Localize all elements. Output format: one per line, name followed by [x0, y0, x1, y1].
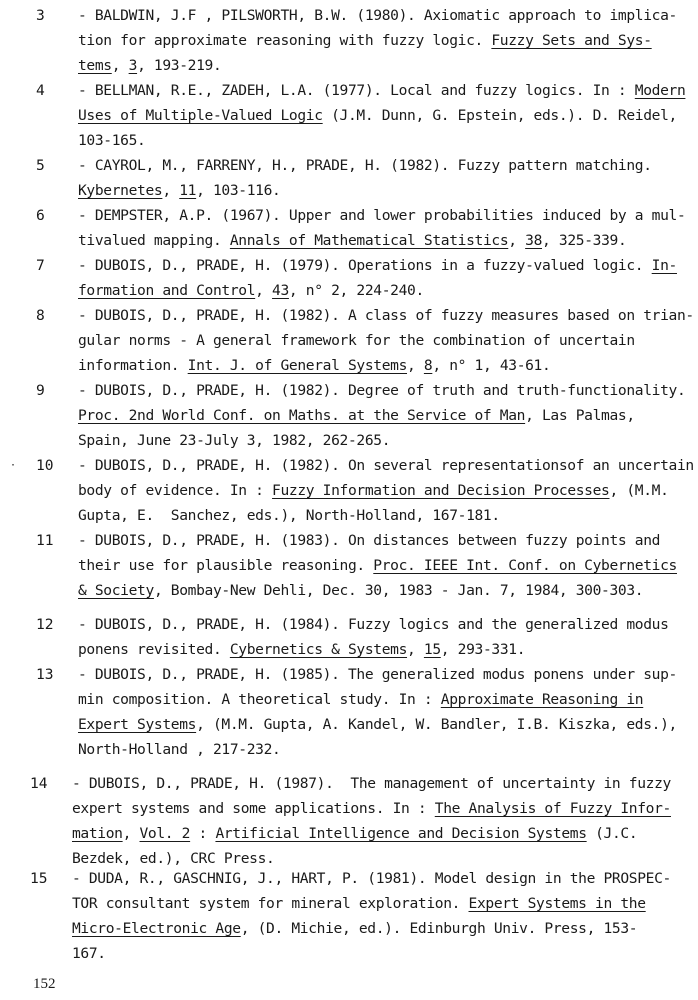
underlined-title: tems — [78, 57, 112, 74]
reference-line — [78, 503, 678, 528]
reference-number: 13 — [36, 666, 54, 683]
reference-line — [78, 578, 678, 603]
reference-segment: tion for approximate reasoning with fuzzy logic. — [78, 32, 492, 49]
reference-line — [72, 891, 672, 916]
underlined-title: formation and Control — [78, 282, 256, 299]
reference-line — [78, 403, 678, 428]
reference-line — [72, 916, 672, 941]
reference-line — [78, 328, 678, 353]
reference-segment: , — [122, 825, 140, 842]
reference-line — [78, 528, 678, 553]
reference-segment: , 193-219. — [137, 57, 222, 74]
reference-segment: - DEMPSTER, A.P. (1967). Upper and lower probabilities induced by a mul- — [78, 207, 686, 224]
reference-segment: their use for plausible reasoning. — [78, 557, 374, 574]
underlined-title: Fuzzy Information and Decision Processes — [272, 482, 610, 499]
reference-segment: , n° 2, 224-240. — [288, 282, 424, 299]
reference-line — [78, 478, 678, 503]
reference-line — [78, 637, 678, 662]
underlined-title: Uses of Multiple-Valued Logic — [78, 107, 323, 124]
underlined-title: 11 — [179, 182, 197, 199]
reference-number: 4 — [36, 82, 45, 99]
reference-segment: , 325-339. — [542, 232, 627, 249]
reference-segment: expert systems and some applications. In : — [72, 800, 435, 817]
reference-number: 10 — [36, 457, 54, 474]
reference-text — [78, 662, 678, 762]
reference-number: 12 — [36, 616, 54, 633]
underlined-title: Int. J. of General Systems — [187, 357, 408, 374]
reference-segment: , n° 1, 43-61. — [432, 357, 551, 374]
reference-line — [78, 153, 678, 178]
reference-segment: - DUBOIS, D., PRADE, H. (1982). On several representationsof an uncertain — [78, 457, 694, 474]
reference-text — [78, 253, 678, 303]
reference-segment: - DUBOIS, D., PRADE, H. (1984). Fuzzy logics and the generalized modus — [78, 616, 669, 633]
reference-text — [78, 378, 686, 453]
reference-segment: , — [162, 182, 180, 199]
reference-segment: - CAYROL, M., FARRENY, H., PRADE, H. (1982). Fuzzy pattern matching. — [78, 157, 652, 174]
reference-segment: , — [111, 57, 129, 74]
reference-segment: ponens revisited. — [78, 641, 230, 658]
reference-number: 6 — [36, 207, 45, 224]
reference-segment: , (D. Michie, ed.). Edinburgh Univ. Press, 153- — [240, 920, 638, 937]
reference-line — [72, 771, 672, 796]
reference-line — [78, 53, 678, 78]
reference-segment: : — [190, 825, 216, 842]
reference-segment: information. — [78, 357, 188, 374]
reference-segment: , Las Palmas, — [525, 407, 635, 424]
underlined-title: 3 — [128, 57, 138, 74]
reference-segment: min composition. A theoretical study. In : — [78, 691, 441, 708]
reference-line — [78, 687, 678, 712]
underlined-title: Expert Systems in the — [468, 895, 646, 912]
reference-segment: - DUBOIS, D., PRADE, H. (1982). A class of fuzzy measures based on trian- — [78, 307, 694, 324]
underlined-title: Proc. 2nd World Conf. on Maths. at the Service of Man — [78, 407, 526, 424]
reference-segment: Bezdek, ed.), CRC Press. — [72, 850, 275, 867]
reference-line — [78, 253, 678, 278]
reference-segment: - BELLMAN, R.E., ZADEH, L.A. (1977). Local and fuzzy logics. In : — [78, 82, 635, 99]
underlined-title: Fuzzy Sets and Sys- — [491, 32, 652, 49]
underlined-title: 15 — [423, 641, 441, 658]
reference-segment: , — [407, 357, 424, 374]
reference-line — [72, 796, 672, 821]
reference-segment: - DUBOIS, D., PRADE, H. (1985). The generalized modus ponens under sup- — [78, 666, 677, 683]
reference-segment: , — [508, 232, 526, 249]
underlined-title: mation — [72, 825, 123, 842]
reference-number: 5 — [36, 157, 45, 174]
reference-line — [78, 712, 678, 737]
reference-number: 3 — [36, 7, 45, 24]
reference-segment: , (M.M. Gupta, A. Kandel, W. Bandler, I.B. Kiszka, eds.), — [196, 716, 677, 733]
reference-segment: - DUDA, R., GASCHNIG, J., HART, P. (1981). Model design in the PROSPEC- — [72, 870, 671, 887]
reference-number: 7 — [36, 257, 45, 274]
underlined-title: Expert Systems — [78, 716, 197, 733]
underlined-title: 8 — [423, 357, 433, 374]
reference-text — [78, 203, 686, 253]
reference-line — [78, 662, 678, 687]
reference-line — [78, 428, 678, 453]
reference-segment: , Bombay-New Dehli, Dec. 30, 1983 - Jan. 7, 1984, 300-303. — [153, 582, 644, 599]
reference-line — [78, 303, 694, 328]
reference-text — [72, 866, 672, 966]
reference-line — [78, 378, 686, 403]
reference-number: 14 — [30, 775, 48, 792]
reference-line — [78, 78, 686, 103]
reference-line — [78, 178, 678, 203]
reference-text — [72, 771, 672, 871]
reference-segment: - DUBOIS, D., PRADE, H. (1987). The management of uncertainty in fuzzy — [72, 775, 671, 792]
reference-text — [78, 3, 678, 78]
page-number: 152 — [33, 976, 56, 992]
reference-segment: (J.M. Dunn, G. Epstein, eds.). D. Reidel, — [322, 107, 677, 124]
reference-segment: , — [255, 282, 273, 299]
reference-text — [78, 153, 678, 203]
reference-segment: North-Holland , 217-232. — [78, 741, 281, 758]
reference-segment: - DUBOIS, D., PRADE, H. (1982). Degree of truth and truth-functionality. — [78, 382, 686, 399]
reference-line — [78, 553, 678, 578]
reference-line — [78, 353, 678, 378]
reference-line — [78, 128, 678, 153]
underlined-title: 43 — [272, 282, 289, 299]
reference-segment: gular norms - A general framework for the combination of uncertain — [78, 332, 635, 349]
reference-segment: , (M.M. — [609, 482, 669, 499]
reference-line — [78, 3, 678, 28]
underlined-title: Vol. 2 — [139, 825, 191, 842]
reference-segment: Gupta, E. Sanchez, eds.), North-Holland, 167-181. — [78, 507, 500, 524]
reference-text — [78, 78, 686, 153]
underlined-title: Modern — [634, 82, 686, 99]
reference-segment: 103-165. — [78, 132, 146, 149]
reference-line — [78, 737, 678, 762]
underlined-title: Annals of Mathematical Statistics — [229, 232, 509, 249]
reference-segment: (J.C. — [586, 825, 638, 842]
underlined-title: Approximate Reasoning in — [440, 691, 644, 708]
reference-line — [72, 821, 672, 846]
underlined-title: Micro-Electronic Age — [72, 920, 241, 937]
underlined-title: Proc. IEEE Int. Conf. on Cybernetics — [373, 557, 677, 574]
reference-segment: 167. — [72, 945, 106, 962]
reference-text — [78, 453, 694, 528]
underlined-title: The Analysis of Fuzzy Infor- — [434, 800, 671, 817]
reference-segment: body of evidence. In : — [78, 482, 273, 499]
reference-line — [78, 612, 678, 637]
reference-segment: , 293-331. — [440, 641, 526, 658]
reference-number: 9 — [36, 382, 45, 399]
reference-text — [78, 303, 694, 378]
reference-line — [78, 103, 678, 128]
underlined-title: Cybernetics & Systems — [229, 641, 408, 658]
reference-segment: TOR consultant system for mineral exploration. — [72, 895, 469, 912]
reference-number: 11 — [36, 532, 54, 549]
reference-line — [78, 453, 694, 478]
reference-text — [78, 528, 678, 603]
reference-segment: - BALDWIN, J.F , PILSWORTH, B.W. (1980). Axiomatic approach to implica- — [78, 7, 677, 24]
reference-segment: - DUBOIS, D., PRADE, H. (1979). Operations in a fuzzy-valued logic. — [78, 257, 652, 274]
reference-line — [78, 203, 686, 228]
reference-line — [78, 228, 678, 253]
reference-segment: , — [407, 641, 424, 658]
reference-segment: Spain, June 23-July 3, 1982, 262-265. — [78, 432, 391, 449]
reference-line — [72, 866, 672, 891]
underlined-title: Artificial Intelligence and Decision Systems — [215, 825, 587, 842]
reference-line — [72, 941, 672, 966]
underlined-title: Kybernetes — [78, 182, 163, 199]
reference-number: 15 — [30, 870, 48, 887]
underlined-title: & Society — [78, 582, 154, 599]
reference-segment: tivalued mapping. — [78, 232, 230, 249]
reference-segment: - DUBOIS, D., PRADE, H. (1983). On distances between fuzzy points and — [78, 532, 661, 549]
reference-text — [78, 612, 678, 662]
reference-segment: , 103-116. — [196, 182, 281, 199]
reference-line — [78, 278, 678, 303]
margin-mark: · — [10, 460, 17, 471]
reference-line — [78, 28, 678, 53]
underlined-title: 38 — [525, 232, 543, 249]
reference-number: 8 — [36, 307, 45, 324]
underlined-title: In- — [651, 257, 677, 274]
